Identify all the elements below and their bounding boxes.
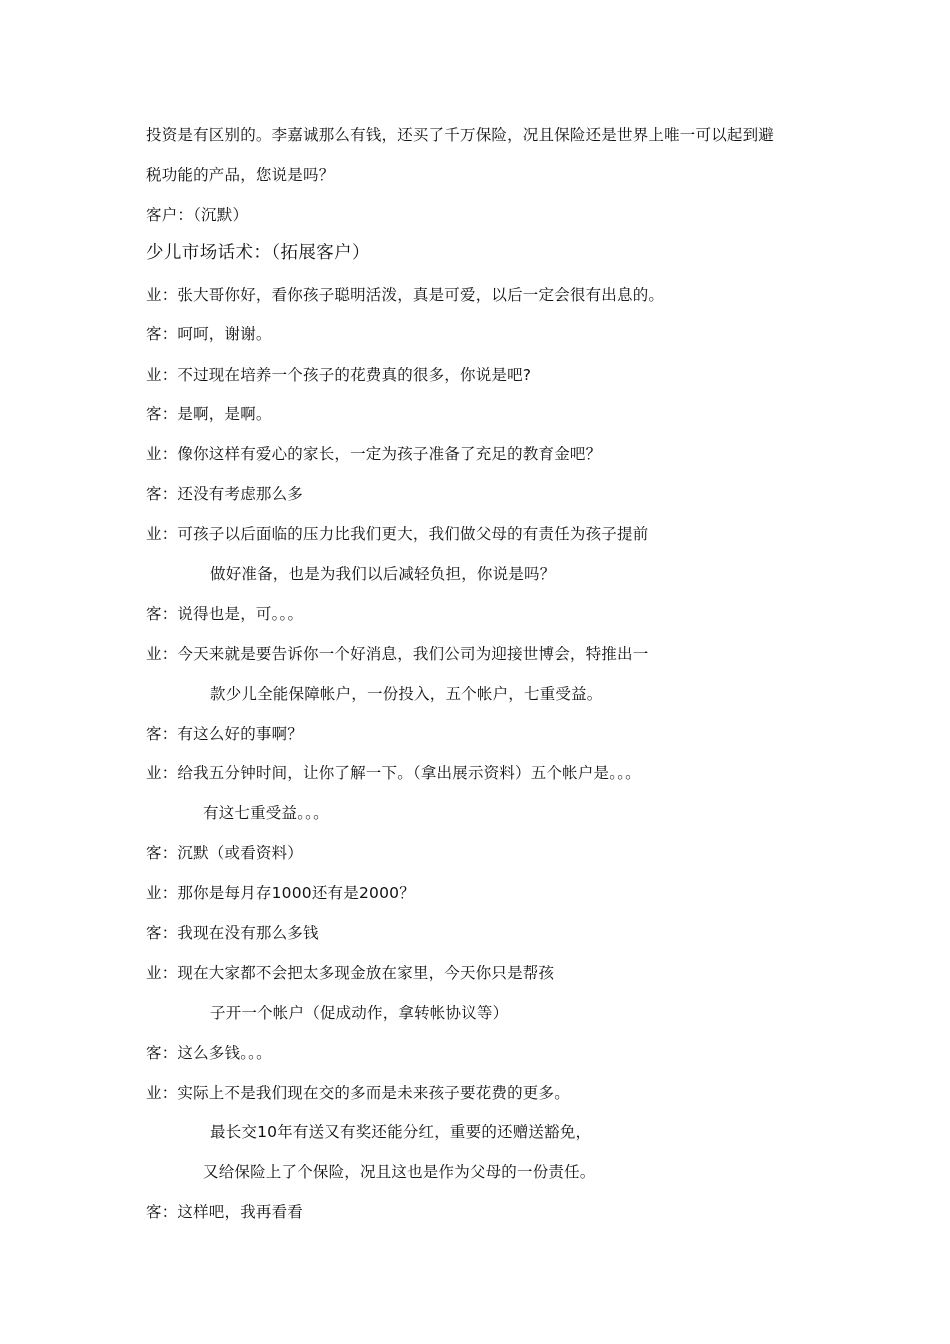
dialogue-line: 业：今天来就是要告诉你一个好消息，我们公司为迎接世博会，特推出一	[146, 645, 649, 663]
dialogue-line: 客：还没有考虑那么多	[146, 485, 304, 503]
dialogue-continuation: 款少儿全能保障帐户，一份投入，五个帐户，七重受益。	[210, 685, 603, 703]
dialogue-line: 客：呵呵，谢谢。	[146, 325, 272, 343]
dialogue-line: 业：实际上不是我们现在交的多而是未来孩子要花费的更多。	[146, 1084, 570, 1102]
dialogue-line: 业：现在大家都不会把太多现金放在家里，今天你只是帮孩	[146, 964, 555, 982]
dialogue-line: 客：我现在没有那么多钱	[146, 924, 319, 942]
dialogue-line: 业：张大哥你好，看你孩子聪明活泼，真是可爱，以后一定会很有出息的。	[146, 286, 665, 304]
dialogue-line: 业：不过现在培养一个孩子的花费真的很多，你说是吧?	[146, 366, 532, 384]
text-line: 客户：（沉默）	[146, 206, 249, 224]
dialogue-line: 业：像你这样有爱心的家长，一定为孩子准备了充足的教育金吧？	[146, 445, 602, 463]
dialogue-continuation: 最长交10年有送又有奖还能分红，重要的还赠送豁免，	[210, 1123, 592, 1141]
dialogue-line: 客：这样吧，我再看看	[146, 1203, 304, 1221]
dialogue-line: 业：那你是每月存1000还有是2000？	[146, 884, 415, 902]
dialogue-line: 业：给我五分钟时间，让你了解一下。（拿出展示资料）五个帐户是。。。	[146, 764, 641, 782]
dialogue-continuation: 做好准备，也是为我们以后减轻负担，你说是吗？	[210, 565, 556, 583]
dialogue-line: 客：沉默（或看资料）	[146, 844, 304, 862]
dialogue-line: 客：是啊，是啊。	[146, 405, 272, 423]
dialogue-continuation: 子开一个帐户（促成动作，拿转帐协议等）	[210, 1004, 509, 1022]
dialogue-line: 客：有这么好的事啊？	[146, 725, 304, 743]
text-line: 投资是有区别的。李嘉诚那么有钱，还买了千万保险，况且保险还是世界上唯一可以起到避	[146, 126, 775, 144]
dialogue-continuation: 有这七重受益。。。	[203, 804, 329, 822]
dialogue-line: 客：说得也是，可。。。	[146, 605, 304, 623]
dialogue-continuation: 又给保险上了个保险，况且这也是作为父母的一份责任。	[203, 1163, 596, 1181]
dialogue-line: 客：这么多钱。。。	[146, 1044, 272, 1062]
section-heading: 少儿市场话术：（拓展客户）	[146, 243, 370, 263]
dialogue-line: 业：可孩子以后面临的压力比我们更大，我们做父母的有责任为孩子提前	[146, 525, 649, 543]
text-line: 税功能的产品，您说是吗？	[146, 166, 335, 184]
